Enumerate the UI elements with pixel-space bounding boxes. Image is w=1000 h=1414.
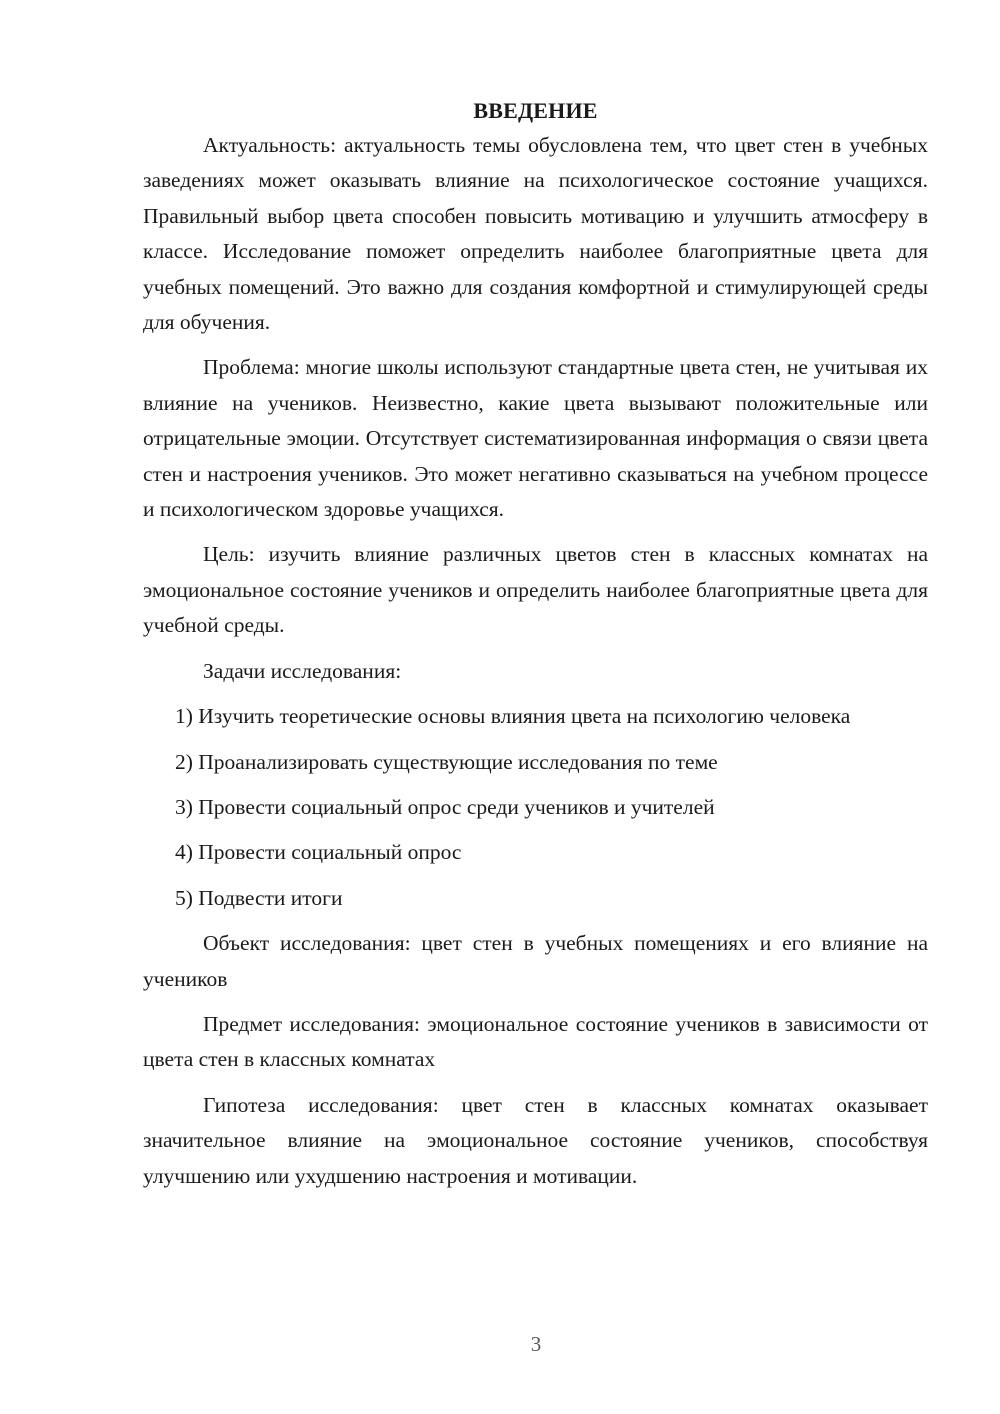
page-content	[143, 93, 928, 1204]
list-item: 4) Провести социальный опрос	[175, 840, 462, 865]
tasks-heading: Задачи исследования:	[203, 658, 402, 683]
page-number: 3	[530, 1332, 542, 1356]
paragraph-relevance: Актуальность: актуальность темы обусловлена тем, что цвет стен в учебных заведениях может оказывать влияние на психологическое состояние учащихся. Правильный выбор цвета способен повысить мотивацию и улучшить атмосферу в классе. Исследование поможет определить наиболее благоприятные цвета для учебных помещений. Это важно для создания комфортной и стимулирующей среды для обучения.	[143, 133, 928, 335]
paragraph-hypothesis: Гипотеза исследования: цвет стен в классных комнатах оказывает значительное влияние на эмоциональное состояние учеников, способствуя улучшению или ухудшению настроения и мотивации.	[143, 1092, 928, 1188]
paragraph-problem: Проблема: многие школы используют стандартные цвета стен, не учитывая их влияние на учеников. Неизвестно, какие цвета вызывают положительные или отрицательные эмоции. Отсутствует систематизированная информация о связи цвета стен и настроения учеников. Это может негативно сказываться на учебном процессе и психологическом здоровье учащихся.	[143, 355, 928, 522]
tasks-list	[143, 699, 928, 916]
list-item: 5) Подвести итоги	[175, 885, 343, 910]
list-item: 2) Проанализировать существующие исследования по теме	[175, 749, 718, 774]
paragraph-goal: Цель: изучить влияние различных цветов стен в классных комнатах на эмоциональное состояние учеников и определить наиболее благоприятные цвета для учебной среды.	[143, 542, 928, 638]
page-title: ВВЕДЕНИЕ	[473, 98, 598, 123]
paragraph-subject: Предмет исследования: эмоциональное состояние учеников в зависимости от цвета стен в классных комнатах	[143, 1011, 928, 1072]
list-item: 3) Провести социальный опрос среди учеников и учителей	[175, 794, 715, 819]
list-item: 1) Изучить теоретические основы влияния цвета на психологию человека	[175, 704, 851, 729]
paragraph-object: Объект исследования: цвет стен в учебных помещениях и его влияние на учеников	[143, 931, 928, 991]
